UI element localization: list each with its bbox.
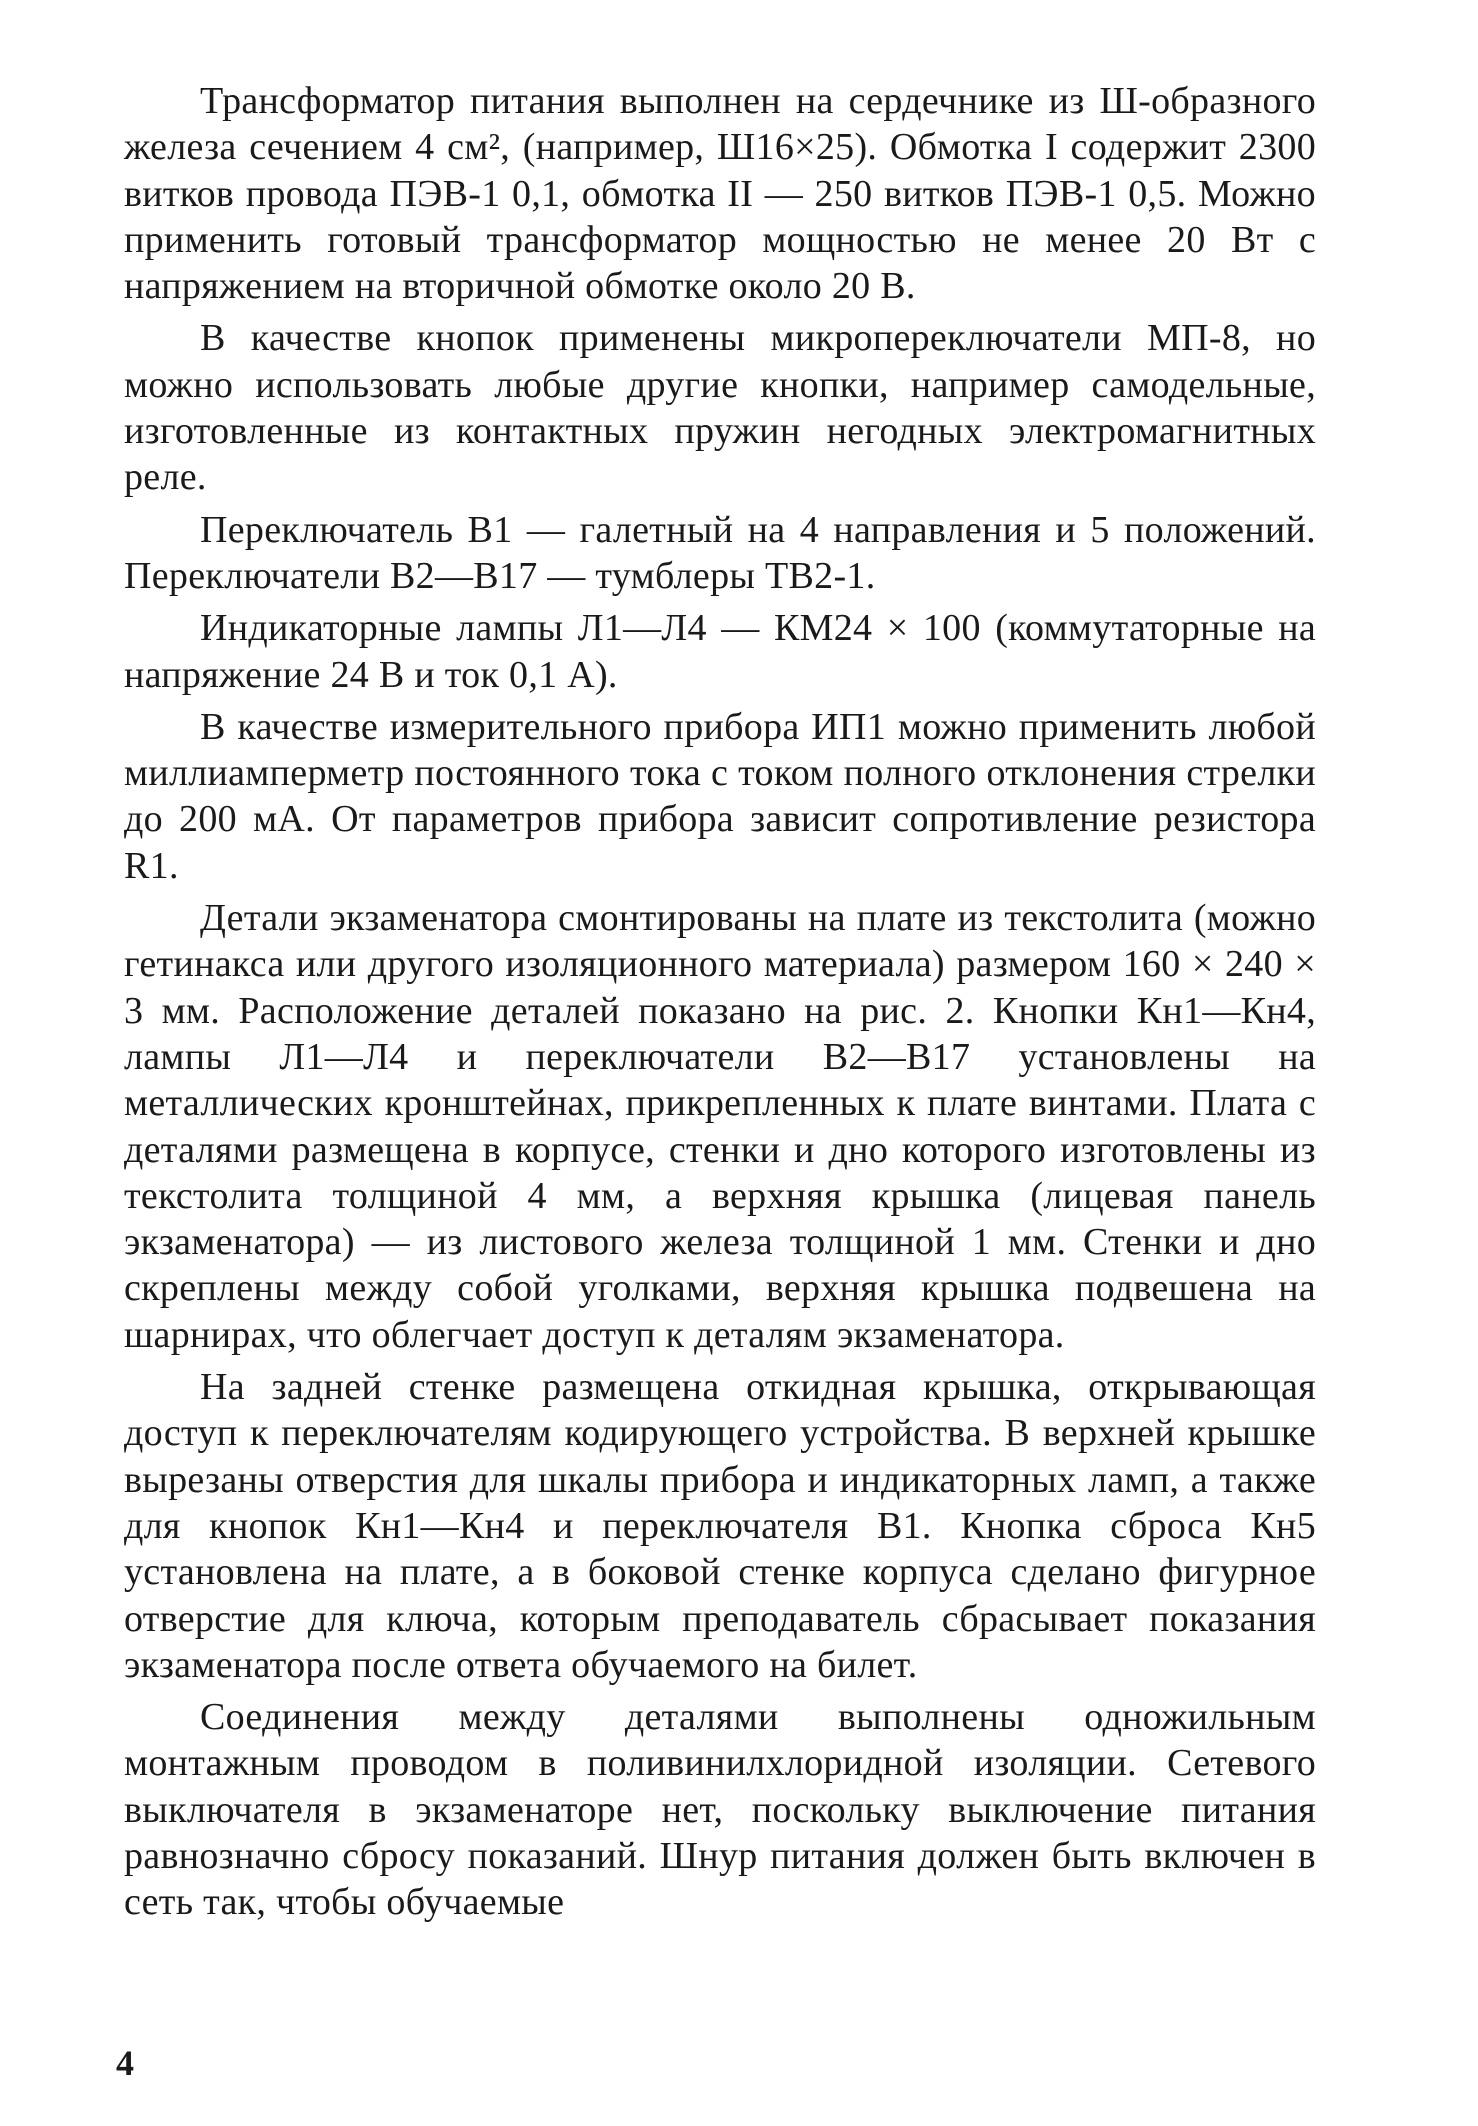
paragraph-buttons: В качестве кнопок применены микропереключатели МП-8, но можно использовать любые другие кнопки, например самодельные, изготовленные из контактных пружин негодных электромагнитных реле. [124,317,1316,499]
page-number: 4 [116,2043,134,2083]
paragraph-assembly: Детали экзаменатора смонтированы на плате из текстолита (можно гетинакса или другого изоляционного материала) размером 160 × 240 × 3 мм. Расположение деталей показано на рис. 2. Кнопки Кн1—Кн4, лампы Л1—Л4 и переключатели В2—В17 установлены на металлических кронштейнах, прикрепленных к плате винтами. Плата с деталями размещена в корпусе, стенки и дно которого изготовлены из текстолита толщиной 4 мм, а верхняя крышка (лицевая панель экзаменатора) — из листового железа толщиной 1 мм. Стенки и дно скреплены между собой уголками, верхняя крышка подвешена на шарнирах, что облегчает доступ к деталям экзаменатора. [124,897,1316,1356]
paragraph-switches: Переключатель В1 — галетный на 4 направления и 5 положений. Переключатели В2—В17 — тумблеры ТВ2-1. [124,508,1316,597]
paragraph-power-transformer: Трансформатор питания выполнен на сердечнике из Ш-образного железа сечением 4 см², (например, Ш16×25). Обмотка I содержит 2300 витков провода ПЭВ-1 0,1, обмотка II — 250 витков ПЭВ-1 0,5. Можно применить готовый трансформатор мощностью не менее 20 Вт с напряжением на вторичной обмотке около 20 В. [124,80,1316,308]
paragraph-measuring-instrument: В качестве измерительного прибора ИП1 можно применить любой миллиамперметр постоянного тока с током полного отклонения стрелки до 200 мА. От параметров прибора зависит сопротивление резистора R1. [124,705,1316,887]
text-column [124,78,1316,1932]
paragraph-wiring: Соединения между деталями выполнены одножильным монтажным проводом в поливинилхлоридной изоляции. Сетевого выключателя в экзаменаторе нет, поскольку выключение питания равнозначно сбросу показаний. Шнур питания должен быть включен в сеть так, чтобы обучаемые [124,1696,1316,1924]
paragraph-indicator-lamps: Индикаторные лампы Л1—Л4 — КМ24 × 100 (коммутаторные на напряжение 24 В и ток 0,1 А). [124,607,1316,696]
paragraph-rear-cover: На задней стенке размещена откидная крышка, открывающая доступ к переключателям кодирующего устройства. В верхней крышке вырезаны отверстия для шкалы прибора и индикаторных ламп, а также для кнопок Кн1—Кн4 и переключателя В1. Кнопка сброса Кн5 установлена на плате, а в боковой стенке корпуса сделано фигурное отверстие для ключа, которым преподаватель сбрасывает показания экзаменатора после ответа обучаемого на билет. [124,1366,1316,1686]
